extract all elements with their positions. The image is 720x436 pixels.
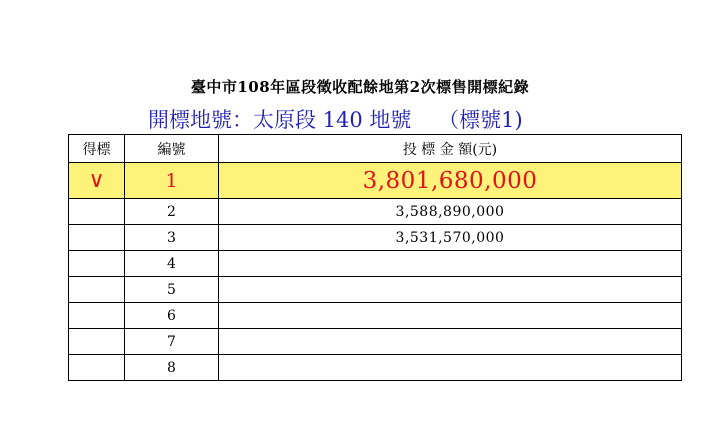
bid-number: 3: [125, 225, 219, 251]
bid-amount: [219, 277, 682, 303]
table-row: [69, 225, 682, 251]
bid-number: 4: [125, 251, 219, 277]
bid-amount: [219, 355, 682, 381]
header-amount: 投 標 金 額(元): [219, 135, 682, 163]
bid-amount: [219, 329, 682, 355]
bid-amount: 3,801,680,000: [219, 163, 682, 199]
table-row: [69, 329, 682, 355]
header-won: 得標: [69, 135, 125, 163]
won-mark: [69, 277, 125, 303]
won-mark: [69, 355, 125, 381]
bid-number: 7: [125, 329, 219, 355]
bid-number: 6: [125, 303, 219, 329]
lot-subtitle: 開標地號：太原段 140 地號 （標號1): [148, 108, 523, 132]
table-row: [69, 163, 682, 199]
bid-amount: 3,531,570,000: [219, 225, 682, 251]
bid-number: 8: [125, 355, 219, 381]
table-row: [69, 251, 682, 277]
header-number: 編號: [125, 135, 219, 163]
bid-amount: [219, 251, 682, 277]
table-row: [69, 355, 682, 381]
table-row: [69, 277, 682, 303]
table-row: [69, 199, 682, 225]
won-mark: [69, 303, 125, 329]
won-mark: [69, 225, 125, 251]
table-header-row: [69, 135, 682, 163]
record-title: 臺中市108年區段徵收配餘地第2次標售開標紀錄: [190, 78, 530, 96]
bid-number: 1: [125, 163, 219, 199]
won-mark: [69, 251, 125, 277]
won-check-mark: ∨: [69, 163, 125, 199]
bid-number: 5: [125, 277, 219, 303]
table-row: [69, 303, 682, 329]
won-mark: [69, 329, 125, 355]
bid-amount: 3,588,890,000: [219, 199, 682, 225]
bid-number: 2: [125, 199, 219, 225]
bid-table: [68, 134, 682, 381]
won-mark: [69, 199, 125, 225]
bid-amount: [219, 303, 682, 329]
